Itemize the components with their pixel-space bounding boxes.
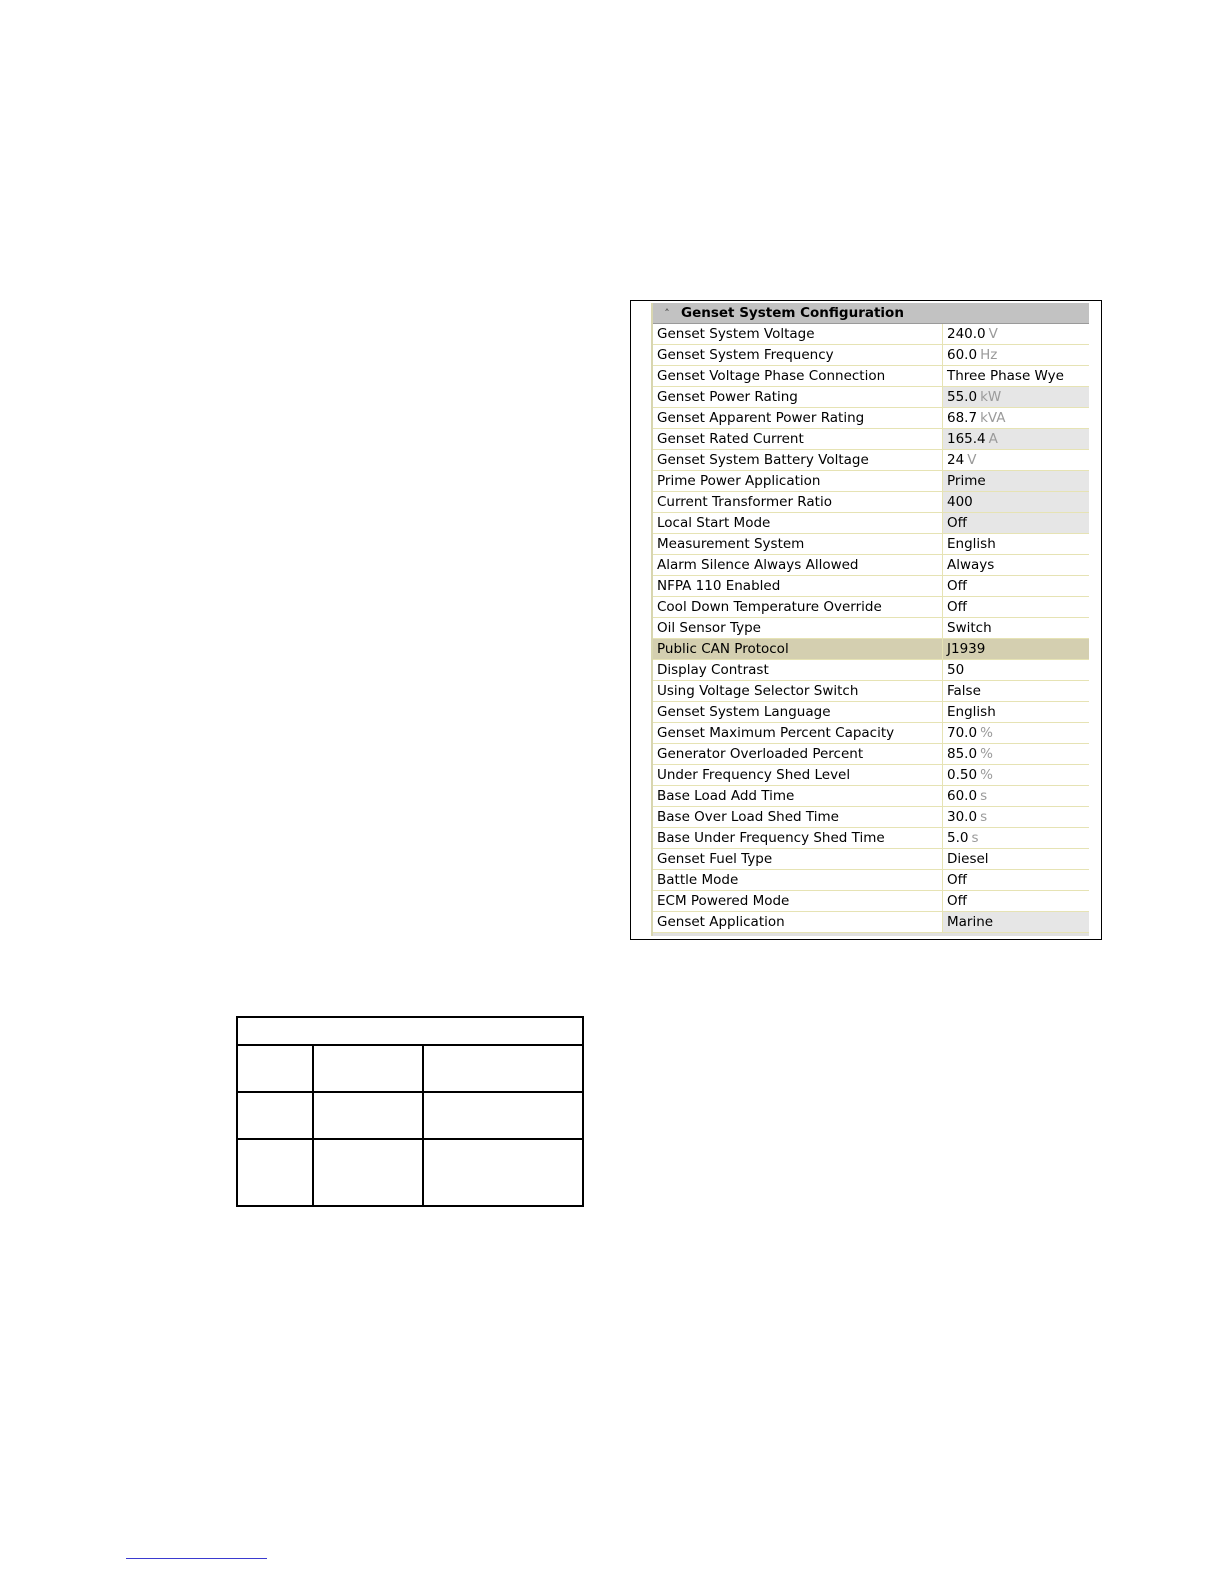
property-value-text: 0.50: [947, 767, 978, 783]
property-name: Using Voltage Selector Switch: [653, 681, 943, 701]
property-unit: kVA: [980, 410, 1006, 426]
property-value[interactable]: [943, 723, 1089, 743]
property-value[interactable]: [943, 786, 1089, 806]
property-value[interactable]: [943, 744, 1089, 764]
property-name: Base Over Load Shed Time: [653, 807, 943, 827]
property-name: Oil Sensor Type: [653, 618, 943, 638]
property-value-text: Off: [947, 893, 967, 909]
property-name: Base Load Add Time: [653, 786, 943, 806]
property-value[interactable]: [943, 660, 1089, 680]
table-cell: [313, 1139, 423, 1206]
property-value[interactable]: [943, 870, 1089, 890]
property-value[interactable]: [943, 555, 1089, 575]
property-name: NFPA 110 Enabled: [653, 576, 943, 596]
property-unit: s: [971, 830, 979, 846]
table-cell: [423, 1045, 583, 1092]
property-name: Generator Overloaded Percent: [653, 744, 943, 764]
property-row[interactable]: [653, 786, 1089, 807]
property-row[interactable]: [653, 702, 1089, 723]
property-value-text: J1939: [947, 641, 986, 657]
property-row[interactable]: [653, 765, 1089, 786]
property-value-text: 68.7: [947, 410, 978, 426]
property-value-text: 60.0: [947, 347, 978, 363]
property-row[interactable]: [653, 408, 1089, 429]
property-unit: V: [967, 452, 977, 468]
property-value[interactable]: [943, 576, 1089, 596]
category-title: Genset System Configuration: [681, 305, 904, 321]
property-rows: [653, 324, 1089, 933]
table-cell: [313, 1045, 423, 1092]
property-name: Genset Apparent Power Rating: [653, 408, 943, 428]
property-unit: %: [980, 767, 993, 783]
property-value-text: English: [947, 704, 996, 720]
property-name: Display Contrast: [653, 660, 943, 680]
property-value[interactable]: [943, 366, 1089, 386]
property-value-text: 60.0: [947, 788, 978, 804]
empty-table: [236, 1016, 584, 1207]
property-value-text: 240.0: [947, 326, 986, 342]
property-value-text: Always: [947, 557, 995, 573]
property-row[interactable]: [653, 639, 1089, 660]
table-cell: [313, 1092, 423, 1139]
property-value[interactable]: [943, 765, 1089, 785]
property-value[interactable]: [943, 513, 1089, 533]
property-name: Genset System Voltage: [653, 324, 943, 344]
property-row[interactable]: [653, 912, 1089, 933]
property-value[interactable]: [943, 429, 1089, 449]
property-value-text: Prime: [947, 473, 986, 489]
property-row[interactable]: [653, 366, 1089, 387]
property-name: Prime Power Application: [653, 471, 943, 491]
property-value[interactable]: [943, 828, 1089, 848]
property-name: Battle Mode: [653, 870, 943, 890]
property-name: Genset System Frequency: [653, 345, 943, 365]
table-cell: [237, 1139, 313, 1206]
property-unit: %: [980, 746, 993, 762]
property-unit: Hz: [980, 347, 998, 363]
grid-footer: [653, 933, 1089, 936]
property-value-text: Off: [947, 599, 967, 615]
property-row[interactable]: [653, 891, 1089, 912]
property-value-text: 50: [947, 662, 965, 678]
property-value-text: 55.0: [947, 389, 978, 405]
property-value[interactable]: [943, 849, 1089, 869]
table-cell: [423, 1092, 583, 1139]
property-name: Under Frequency Shed Level: [653, 765, 943, 785]
property-row[interactable]: [653, 513, 1089, 534]
property-value-text: Off: [947, 515, 967, 531]
property-value-text: Switch: [947, 620, 992, 636]
property-unit: V: [988, 326, 998, 342]
property-row[interactable]: [653, 828, 1089, 849]
property-unit: A: [988, 431, 998, 447]
property-value[interactable]: [943, 807, 1089, 827]
property-value[interactable]: [943, 324, 1089, 344]
property-value[interactable]: [943, 618, 1089, 638]
property-row[interactable]: [653, 723, 1089, 744]
property-name: Public CAN Protocol: [653, 639, 943, 659]
table-cell: [423, 1139, 583, 1206]
property-value[interactable]: [943, 387, 1089, 407]
property-row[interactable]: [653, 387, 1089, 408]
property-value[interactable]: [943, 450, 1089, 470]
property-row[interactable]: [653, 618, 1089, 639]
property-name: Base Under Frequency Shed Time: [653, 828, 943, 848]
property-row[interactable]: [653, 471, 1089, 492]
property-value[interactable]: [943, 471, 1089, 491]
property-value-text: Marine: [947, 914, 994, 930]
property-value-text: Off: [947, 872, 967, 888]
property-row[interactable]: [653, 450, 1089, 471]
property-name: Genset Fuel Type: [653, 849, 943, 869]
property-value[interactable]: [943, 408, 1089, 428]
property-value-text: 5.0: [947, 830, 969, 846]
property-name: Cool Down Temperature Override: [653, 597, 943, 617]
property-name: Genset Voltage Phase Connection: [653, 366, 943, 386]
property-row[interactable]: [653, 870, 1089, 891]
property-value[interactable]: [943, 345, 1089, 365]
property-name: ECM Powered Mode: [653, 891, 943, 911]
property-row[interactable]: [653, 597, 1089, 618]
table-cell: [237, 1045, 313, 1092]
property-value-text: 70.0: [947, 725, 978, 741]
property-value-text: 400: [947, 494, 973, 510]
property-value-text: 165.4: [947, 431, 986, 447]
property-row[interactable]: [653, 849, 1089, 870]
property-name: Measurement System: [653, 534, 943, 554]
property-name: Genset Rated Current: [653, 429, 943, 449]
property-value-text: False: [947, 683, 981, 699]
property-row[interactable]: [653, 492, 1089, 513]
property-value-text: English: [947, 536, 996, 552]
property-unit: kW: [980, 389, 1002, 405]
property-unit: s: [980, 788, 988, 804]
property-value[interactable]: [943, 597, 1089, 617]
property-value[interactable]: [943, 492, 1089, 512]
table-header-cell: [237, 1017, 583, 1045]
screenshot-figure: [630, 300, 1102, 940]
property-value-text: 24: [947, 452, 965, 468]
property-value-text: Three Phase Wye: [947, 368, 1064, 384]
footnote-link-underline[interactable]: [126, 1558, 267, 1559]
chevron-up-icon[interactable]: ˄: [664, 306, 670, 320]
property-value-text: 30.0: [947, 809, 978, 825]
property-row[interactable]: [653, 681, 1089, 702]
property-row[interactable]: [653, 534, 1089, 555]
property-value[interactable]: [943, 639, 1089, 659]
property-row[interactable]: [653, 807, 1089, 828]
property-row[interactable]: [653, 324, 1089, 345]
property-unit: %: [980, 725, 993, 741]
property-value[interactable]: [943, 891, 1089, 911]
property-value-text: Diesel: [947, 851, 989, 867]
property-name: Genset Maximum Percent Capacity: [653, 723, 943, 743]
property-name: Genset Power Rating: [653, 387, 943, 407]
property-value[interactable]: [943, 912, 1089, 932]
property-name: Local Start Mode: [653, 513, 943, 533]
property-name: Genset System Language: [653, 702, 943, 722]
property-value[interactable]: [943, 534, 1089, 554]
category-header[interactable]: [653, 303, 1089, 324]
property-value-text: 85.0: [947, 746, 978, 762]
property-name: Genset Application: [653, 912, 943, 932]
property-row[interactable]: [653, 555, 1089, 576]
property-row[interactable]: [653, 576, 1089, 597]
property-value[interactable]: [943, 681, 1089, 701]
property-name: Genset System Battery Voltage: [653, 450, 943, 470]
property-unit: s: [980, 809, 988, 825]
property-name: Current Transformer Ratio: [653, 492, 943, 512]
property-row[interactable]: [653, 660, 1089, 681]
property-grid: [651, 303, 1089, 936]
table-cell: [237, 1092, 313, 1139]
property-value[interactable]: [943, 702, 1089, 722]
property-row[interactable]: [653, 429, 1089, 450]
property-row[interactable]: [653, 744, 1089, 765]
property-value-text: Off: [947, 578, 967, 594]
property-row[interactable]: [653, 345, 1089, 366]
property-name: Alarm Silence Always Allowed: [653, 555, 943, 575]
